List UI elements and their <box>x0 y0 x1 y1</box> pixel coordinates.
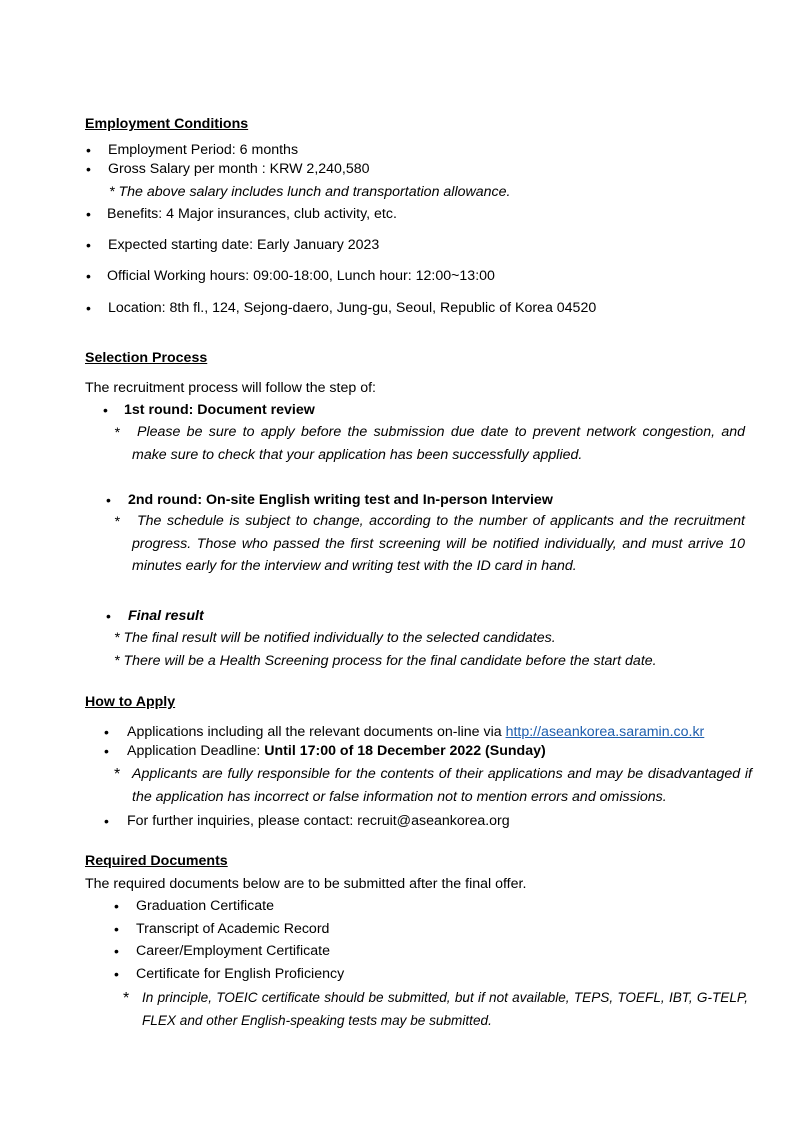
selection-heading: Selection Process <box>85 350 208 366</box>
salary-note: * The above salary includes lunch and transportation allowance. <box>109 184 511 200</box>
bullet: • <box>104 724 109 740</box>
bullet: • <box>86 142 91 158</box>
documents-intro: The required documents below are to be submitted after the final offer. <box>85 876 527 892</box>
round1-star: * <box>114 425 120 441</box>
employment-hours: Official Working hours: 09:00-18:00, Lunch hour: 12:00~13:00 <box>107 268 495 284</box>
round2-star: * <box>114 514 120 530</box>
final-note-1: * The final result will be notified individually to the selected candidates. <box>114 630 556 646</box>
document-item: Transcript of Academic Record <box>136 921 330 937</box>
document-item: Certificate for English Proficiency <box>136 966 345 982</box>
employment-start-date: Expected starting date: Early January 2023 <box>108 237 380 253</box>
bullet: • <box>106 608 111 624</box>
bullet: • <box>106 492 111 508</box>
bullet: • <box>86 237 91 253</box>
selection-intro: The recruitment process will follow the step of: <box>85 380 376 396</box>
round2-title: 2nd round: On-site English writing test and In-person Interview <box>128 492 553 508</box>
document-item: Career/Employment Certificate <box>136 943 330 959</box>
bullet: • <box>86 206 91 222</box>
round1-note: Please be sure to apply before the submission due date to prevent network congestion, and make sure to check that your application has been successfully applied. <box>132 424 745 463</box>
bullet: • <box>114 921 119 937</box>
apply-online-link[interactable]: http://aseankorea.saramin.co.kr <box>505 724 705 740</box>
bullet: • <box>86 161 91 177</box>
documents-note: In principle, TOEIC certificate should be submitted, but if not available, TEPS, TOEFL, IBT, G-TELP, FLEX and other English-speaking tests may be submitted. <box>142 990 748 1028</box>
final-note-2: * There will be a Health Screening process for the final candidate before the start date. <box>114 653 657 669</box>
bullet: • <box>114 966 119 982</box>
bullet: • <box>104 813 109 829</box>
apply-online <box>127 723 704 741</box>
round1-title: 1st round: Document review <box>124 402 315 418</box>
bullet: • <box>114 943 119 959</box>
employment-location: Location: 8th fl., 124, Sejong-daero, Jung-gu, Seoul, Republic of Korea 04520 <box>108 300 597 316</box>
employment-benefits: Benefits: 4 Major insurances, club activity, etc. <box>107 206 397 222</box>
bullet: • <box>114 898 119 914</box>
bullet: • <box>86 300 91 316</box>
apply-deadline <box>127 742 546 760</box>
employment-heading: Employment Conditions <box>85 116 249 132</box>
apply-inquiries: For further inquiries, please contact: recruit@aseankorea.org <box>127 813 510 829</box>
employment-salary: Gross Salary per month : KRW 2,240,580 <box>108 161 370 177</box>
documents-star: * <box>123 990 130 1007</box>
document-item: Graduation Certificate <box>136 898 275 914</box>
employment-period: Employment Period: 6 months <box>108 142 299 158</box>
final-title: Final result <box>128 608 204 624</box>
apply-note: Applicants are fully responsible for the contents of their applications and may be disadvantaged if the application has incorrect or false information not to mention errors and omissions. <box>132 766 752 805</box>
apply-online-text: Applications including all the relevant documents on-line via <box>127 724 506 740</box>
apply-deadline-value: Until 17:00 of 18 December 2022 (Sunday) <box>264 743 546 759</box>
apply-heading: How to Apply <box>85 694 176 710</box>
documents-heading: Required Documents <box>85 853 228 869</box>
bullet: • <box>103 402 108 418</box>
round2-note: The schedule is subject to change, according to the number of applicants and the recruitment progress. Those who passed the first screening will be notified individually, and must arrive 10 minutes early for the interview and writing test with the ID card in hand. <box>132 513 745 574</box>
apply-star: * <box>114 766 121 783</box>
apply-deadline-label: Application Deadline: <box>127 743 265 759</box>
bullet: • <box>104 743 109 759</box>
bullet: • <box>86 268 91 284</box>
